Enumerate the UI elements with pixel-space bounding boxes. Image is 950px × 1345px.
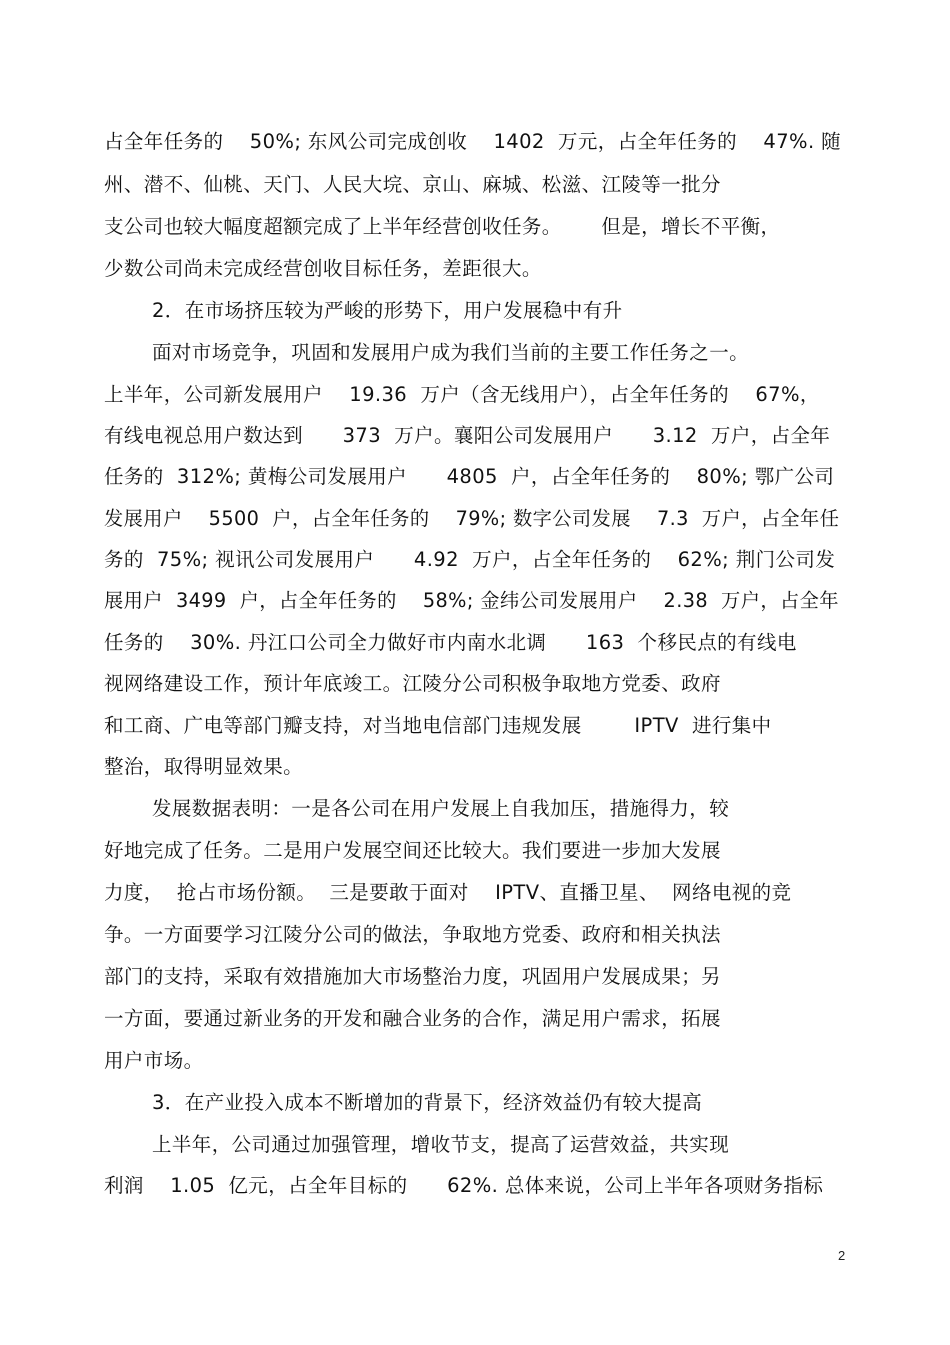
body-line: 争。一方面要学习江陵分公司的做法，争取地方党委、政府和相关执法 [104, 923, 721, 946]
body-line: 任务的 312%; 黄梅公司发展用户 4805 户，占全年任务的 80%; 鄂广公司 [104, 465, 835, 488]
body-line: 利润 1.05 亿元，占全年目标的 62%. 总体来说，公司上半年各项财务指标 [104, 1174, 824, 1197]
body-line: 力度， 抢占市场份额。 三是要敢于面对 IPTV、直播卫星、 网络电视的竞 [104, 881, 792, 904]
section-heading: 2．在市场挤压较为严峻的形势下，用户发展稳中有升 [152, 299, 623, 322]
page-number: 2 [838, 1248, 846, 1263]
body-line: 一方面，要通过新业务的开发和融合业务的合作，满足用户需求，拓展 [104, 1007, 721, 1030]
body-line: 和工商、广电等部门瓣支持，对当地电信部门违规发展 IPTV 进行集中 [104, 714, 772, 737]
body-line: 面对市场竞争，巩固和发展用户成为我们当前的主要工作任务之一。 [152, 341, 750, 364]
body-line: 整治，取得明显效果。 [104, 755, 304, 778]
body-line: 视网络建设工作，预计年底竣工。江陵分公司积极争取地方党委、政府 [104, 672, 721, 695]
body-line: 发展用户 5500 户，占全年任务的 79%; 数字公司发展 7.3 万户，占全年任 [104, 507, 840, 530]
body-line: 务的 75%; 视讯公司发展用户 4.92 万户，占全年任务的 62%; 荆门公司发 [104, 548, 836, 571]
body-line: 部门的支持，采取有效措施加大市场整治力度，巩固用户发展成果；另 [104, 965, 721, 988]
body-line: 发展数据表明：一是各公司在用户发展上自我加压，措施得力，较 [152, 797, 730, 820]
body-line: 州、潜不、仙桃、天门、人民大垸、京山、麻城、松滋、江陵等一批分 [104, 173, 721, 196]
section-heading: 3．在产业投入成本不断增加的背景下，经济效益仍有较大提高 [152, 1091, 703, 1114]
body-line: 展用户 3499 户，占全年任务的 58%; 金纬公司发展用户 2.38 万户，占全年 [104, 589, 839, 612]
body-line: 支公司也较大幅度超额完成了上半年经营创收任务。 但是，增长不平衡， [104, 215, 781, 238]
body-line: 上半年，公司通过加强管理，增收节支，提高了运营效益，共实现 [152, 1133, 730, 1156]
body-line: 少数公司尚未完成经营创收目标任务，差距很大。 [104, 257, 542, 280]
body-line: 用户市场。 [104, 1049, 204, 1072]
body-line: 任务的 30%. 丹江口公司全力做好市内南水北调 163 个移民点的有线电 [104, 631, 797, 654]
body-line: 好地完成了任务。二是用户发展空间还比较大。我们要进一步加大发展 [104, 839, 721, 862]
body-line: 上半年，公司新发展用户 19.36 万户（含无线用户），占全年任务的 67%， [104, 383, 820, 406]
body-line: 占全年任务的 50%; 东风公司完成创收 1402 万元，占全年任务的 47%. 随 [104, 130, 842, 153]
body-line: 有线电视总用户数达到 373 万户。襄阳公司发展用户 3.12 万户，占全年 [104, 424, 831, 447]
